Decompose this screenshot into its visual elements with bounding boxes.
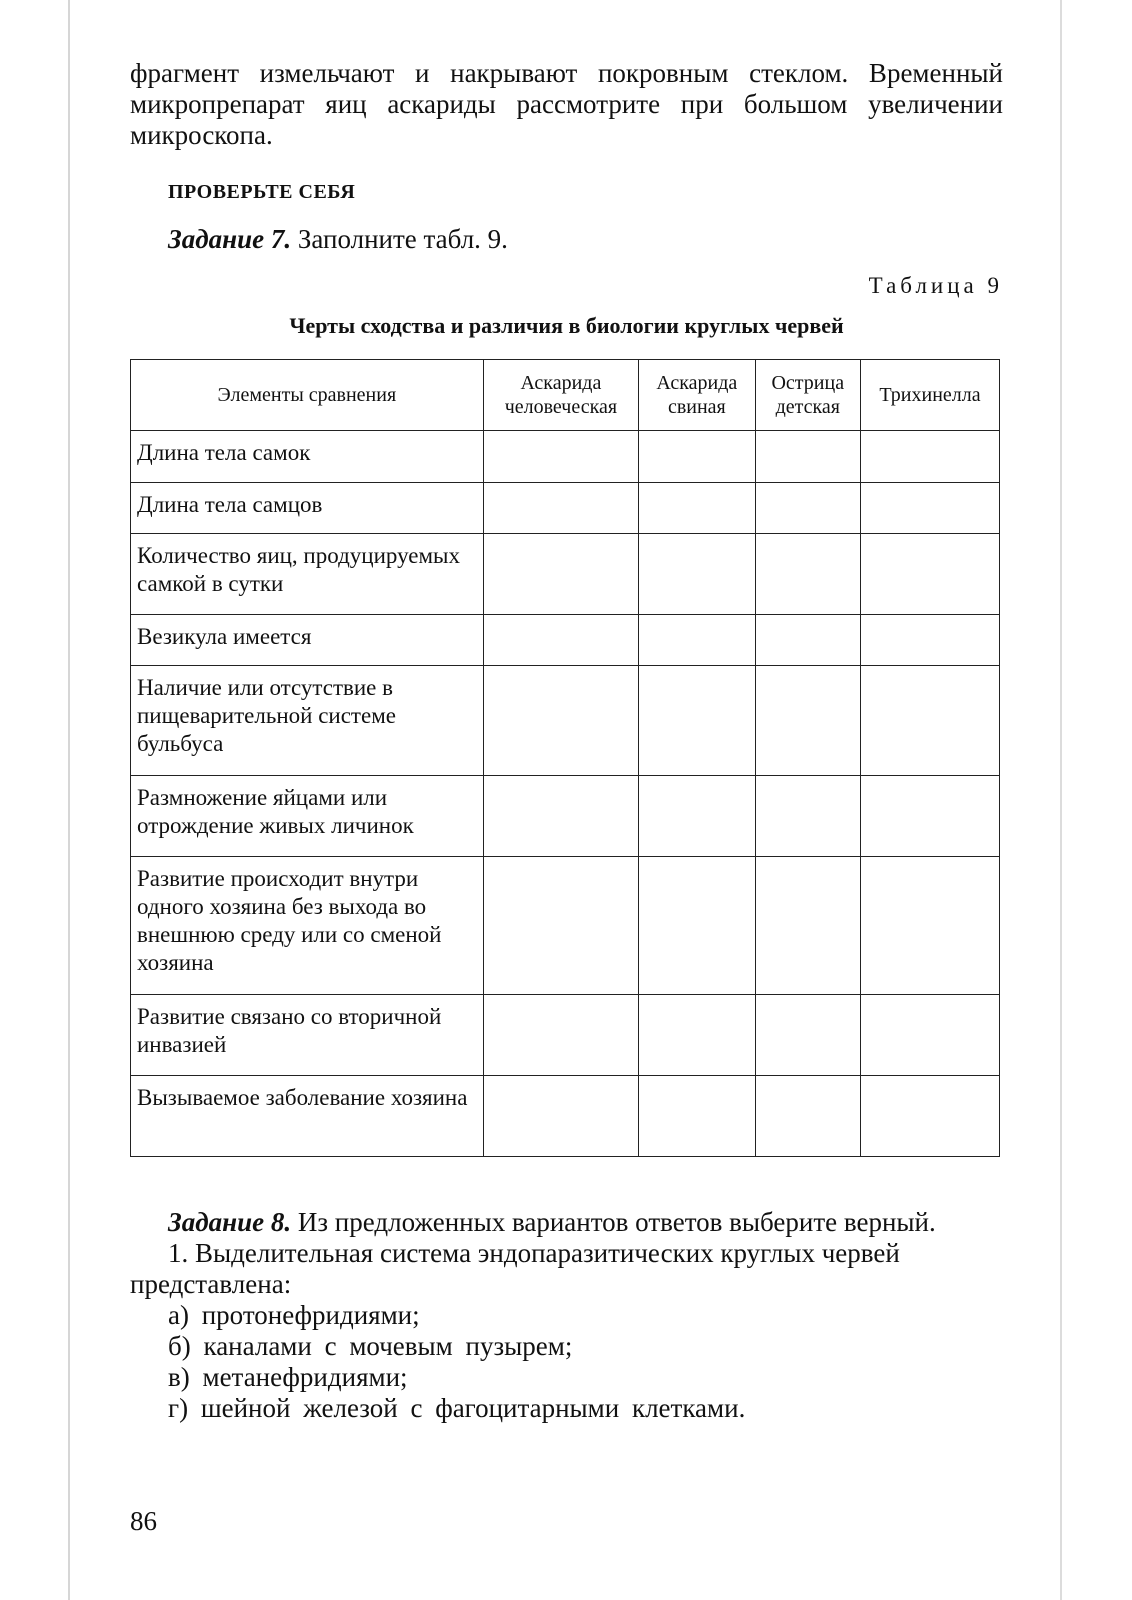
row-label: Вызываемое заболевание хозяина	[131, 1076, 484, 1157]
answer-cell	[755, 615, 860, 666]
answer-cell	[860, 776, 999, 857]
page-edge-left	[68, 0, 70, 1600]
comparison-table	[130, 359, 1000, 1157]
page-content	[130, 58, 1003, 1424]
answer-cell	[860, 615, 999, 666]
table-row	[131, 666, 1000, 776]
answer-cell	[483, 534, 638, 615]
answer-cell	[639, 776, 756, 857]
table-header-row	[131, 360, 1000, 431]
question-1: 1. Выделительная система эндопаразитических круглых червей представлена:	[130, 1238, 900, 1299]
task-8-label: Задание 8.	[168, 1207, 292, 1237]
answer-cell	[860, 534, 999, 615]
header-ascaris-pig: Аскарида свиная	[639, 360, 756, 431]
table-row	[131, 431, 1000, 483]
table-row	[131, 857, 1000, 995]
task-8	[130, 1207, 1003, 1238]
answer-option-c: в) метанефридиями;	[168, 1362, 408, 1392]
answer-cell	[483, 615, 638, 666]
answer-cell	[639, 483, 756, 534]
answer-option-a: а) протонефридиями;	[168, 1300, 420, 1330]
answer-cell	[860, 431, 999, 483]
intro-paragraph: фрагмент измельчают и накрывают покровным стеклом. Временный микропрепарат яиц аскариды рассмотрите при большом увеличении микроскопа.	[130, 58, 1003, 150]
answer-cell	[860, 666, 999, 776]
task-7	[130, 224, 1003, 255]
answer-cell	[860, 995, 999, 1076]
answer-cell	[755, 1076, 860, 1157]
answer-cell	[639, 534, 756, 615]
table-row	[131, 995, 1000, 1076]
answer-cell	[755, 666, 860, 776]
answer-cell	[639, 1076, 756, 1157]
answer-cell	[639, 431, 756, 483]
row-label: Размножение яйцами или отрождение живых личинок	[131, 776, 484, 857]
answer-cell	[483, 483, 638, 534]
answer-cell	[755, 857, 860, 995]
row-label: Везикула имеется	[131, 615, 484, 666]
answer-cell	[483, 776, 638, 857]
header-ascaris-human: Аскарида человеческая	[483, 360, 638, 431]
row-label: Длина тела самок	[131, 431, 484, 483]
table-title: Черты сходства и различия в биологии круглых червей	[289, 313, 844, 338]
table-row	[131, 776, 1000, 857]
table-row	[131, 615, 1000, 666]
answer-cell	[860, 857, 999, 995]
row-label: Развитие связано со вторичной инвазией	[131, 995, 484, 1076]
header-comparison-elements: Элементы сравнения	[131, 360, 484, 431]
row-label: Наличие или отсутствие в пищеварительной системе бульбуса	[131, 666, 484, 776]
answer-cell	[755, 483, 860, 534]
answer-option-b: б) каналами с мочевым пузырем;	[168, 1331, 573, 1361]
answer-options	[130, 1300, 1003, 1424]
answer-cell	[483, 1076, 638, 1157]
answer-cell	[483, 995, 638, 1076]
answer-cell	[639, 666, 756, 776]
table-number-label: Таблица 9	[868, 273, 1003, 298]
task-8-text: Из предложенных вариантов ответов выберите верный.	[291, 1207, 936, 1237]
row-label: Длина тела самцов	[131, 483, 484, 534]
answer-cell	[639, 995, 756, 1076]
answer-cell	[639, 615, 756, 666]
answer-cell	[860, 1076, 999, 1157]
answer-cell	[483, 857, 638, 995]
row-label: Развитие происходит внутри одного хозяина без выхода во внешнюю среду или со сменой хозяина	[131, 857, 484, 995]
page-number: 86	[130, 1506, 157, 1536]
answer-cell	[639, 857, 756, 995]
header-pinworm: Острица детская	[755, 360, 860, 431]
table-row	[131, 1076, 1000, 1157]
section-heading: ПРОВЕРЬТЕ СЕБЯ	[168, 181, 356, 203]
answer-cell	[483, 431, 638, 483]
answer-cell	[755, 776, 860, 857]
answer-cell	[755, 995, 860, 1076]
header-trichinella: Трихинелла	[860, 360, 999, 431]
table-row	[131, 483, 1000, 534]
table-row	[131, 534, 1000, 615]
task-7-text: Заполните табл. 9.	[291, 224, 508, 254]
answer-cell	[483, 666, 638, 776]
task-7-label: Задание 7.	[168, 224, 292, 254]
answer-cell	[755, 534, 860, 615]
page-edge-right	[1060, 0, 1062, 1600]
answer-option-d: г) шейной железой с фагоцитарными клетками.	[168, 1393, 746, 1423]
row-label: Количество яиц, продуцируемых самкой в сутки	[131, 534, 484, 615]
answer-cell	[755, 431, 860, 483]
answer-cell	[860, 483, 999, 534]
